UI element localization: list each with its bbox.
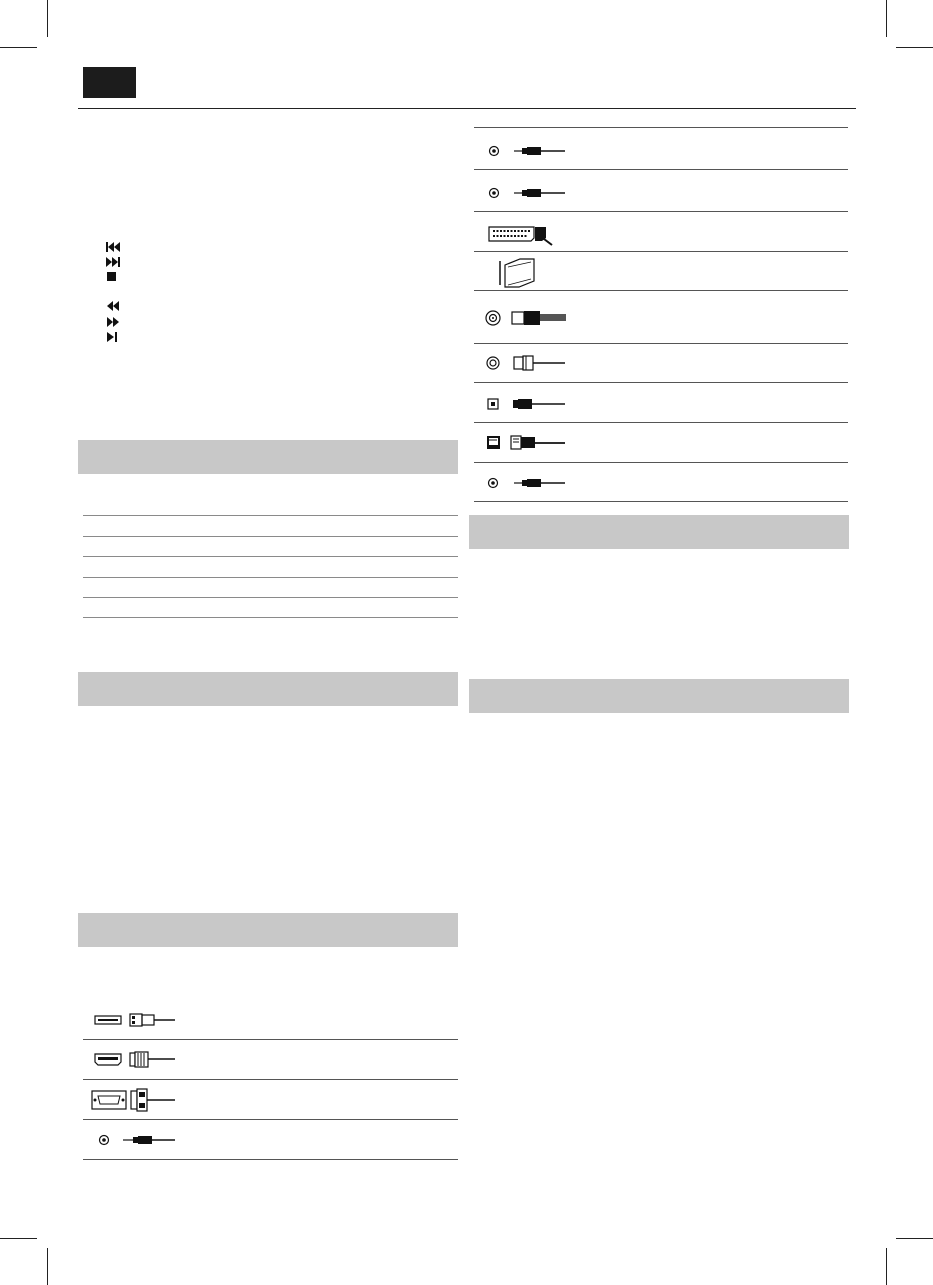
antenna-port-icon — [474, 302, 574, 334]
table-row-divider — [474, 169, 848, 170]
audio-jack-icon — [474, 178, 574, 208]
previous-track-icon — [106, 241, 120, 253]
table-row-divider — [474, 211, 848, 212]
scart-connector-row — [474, 218, 848, 250]
optical-connector-row — [474, 389, 848, 419]
header-rule — [78, 108, 856, 109]
audio-jack-icon — [83, 1125, 183, 1155]
usb-port-icon — [83, 1006, 183, 1036]
stop-icon — [106, 271, 120, 283]
table-row-divider — [83, 1159, 458, 1160]
crop-mark-top-left-v — [47, 0, 48, 37]
table-row-divider — [474, 343, 848, 344]
table-row — [83, 536, 458, 537]
crop-mark-top-right-v — [886, 0, 887, 37]
table-row — [83, 597, 458, 598]
table-row — [83, 577, 458, 578]
table-row-divider — [474, 382, 848, 383]
table-row-divider — [474, 422, 848, 423]
scart-port-icon — [474, 218, 574, 250]
usb-connector-row — [83, 1006, 458, 1036]
section-header-bar — [469, 515, 849, 549]
table-row — [83, 556, 458, 557]
table-row-divider — [83, 1039, 458, 1040]
headphone-jack-icon — [474, 468, 574, 498]
coaxial-rca-port-icon — [474, 348, 574, 378]
hdmi-port-icon — [83, 1045, 183, 1075]
audio-connector-row — [474, 178, 848, 208]
play-pause-icon — [106, 331, 120, 343]
crop-mark-bottom-right-h — [896, 1238, 933, 1239]
section-header-bar — [78, 672, 458, 706]
language-tab — [83, 67, 136, 98]
crop-mark-bottom-right-v — [886, 1248, 887, 1285]
headphone-connector-row — [474, 468, 848, 498]
table-row — [83, 515, 458, 516]
lan-connector-row — [474, 428, 848, 458]
ci-card-slot-icon — [474, 255, 574, 289]
table-row-divider — [474, 251, 848, 252]
coaxial-connector-row — [474, 348, 848, 378]
table-row-divider — [83, 1079, 458, 1080]
rewind-icon — [106, 300, 120, 312]
next-track-icon — [106, 256, 120, 268]
crop-mark-top-left-h — [0, 47, 37, 48]
section-header-bar — [78, 440, 458, 474]
audio-connector-row — [474, 136, 848, 166]
table-row-divider — [83, 1119, 458, 1120]
table-row-divider — [474, 462, 848, 463]
vga-port-icon — [83, 1085, 183, 1115]
vga-connector-row — [83, 1085, 458, 1115]
lan-port-icon — [474, 428, 574, 458]
section-header-bar — [469, 679, 849, 713]
table-bottom-rule — [474, 501, 848, 502]
table-top-rule — [474, 127, 848, 128]
fast-forward-icon — [106, 316, 120, 328]
crop-mark-top-right-h — [896, 47, 933, 48]
hdmi-connector-row — [83, 1045, 458, 1075]
audio-connector-row — [83, 1125, 458, 1155]
crop-mark-bottom-left-v — [47, 1248, 48, 1285]
antenna-connector-row — [474, 302, 848, 334]
audio-jack-icon — [474, 136, 574, 166]
table-row — [83, 617, 458, 618]
crop-mark-bottom-left-h — [0, 1238, 37, 1239]
ci-slot-row — [474, 255, 848, 289]
table-row-divider — [474, 290, 848, 291]
section-header-bar — [78, 913, 458, 947]
optical-port-icon — [474, 389, 574, 419]
